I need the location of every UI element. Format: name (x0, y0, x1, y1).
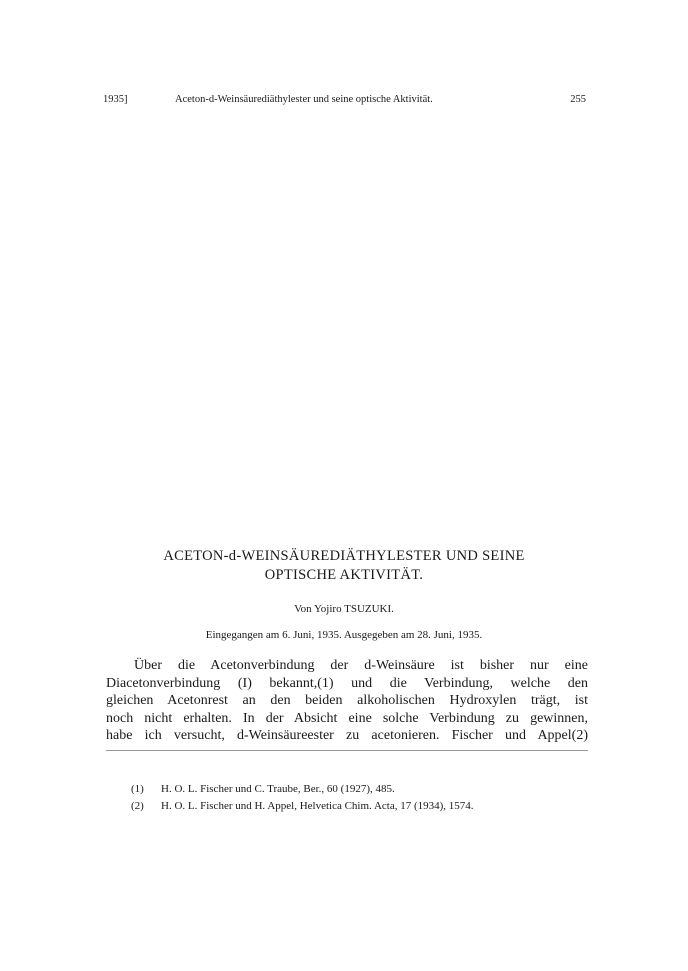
body-line: noch nicht erhalten. In der Absicht eine solche Verbindung zu gewinnen, (106, 710, 588, 726)
article-title (100, 547, 588, 585)
body-line: gleichen Acetonrest an den beiden alkoholischen Hydroxylen trägt, ist (106, 693, 588, 709)
running-head-year: 1935] (103, 94, 128, 105)
footnote-text: H. O. L. Fischer und C. Traube, Ber., 60 (1927), 485. (161, 783, 395, 795)
body-line: Diacetonverbindung (I) bekannt,(1) und die Verbindung, welche den (106, 675, 588, 691)
running-head-title: Aceton-d-Weinsäurediäthylester und seine optische Aktivität. (175, 94, 433, 105)
footnote-number: (2) (131, 800, 144, 812)
footnote-item (131, 798, 591, 815)
body-paragraph (106, 657, 588, 745)
author-line: Von Yojiro TSUZUKI. (294, 603, 394, 615)
article-title-line-2: OPTISCHE AKTIVITÄT. (264, 567, 424, 583)
footnote-number: (1) (131, 783, 144, 795)
body-line: Über die Acetonverbindung der d-Weinsäure ist bisher nur eine (134, 658, 588, 673)
article-title-line-1: ACETON-d-WEINSÄUREDIÄTHYLESTER UND SEINE (163, 548, 525, 564)
footnote-item (131, 781, 591, 798)
footnotes (131, 781, 591, 815)
footnote-text: H. O. L. Fischer und H. Appel, Helvetica Chim. Acta, 17 (1934), 1574. (161, 800, 474, 812)
body-line: habe ich versucht, d-Weinsäureester zu acetonieren. Fischer und Appel(2) (106, 728, 588, 744)
page-number: 255 (570, 94, 586, 105)
footnote-divider (106, 750, 588, 751)
received-date-line: Eingegangen am 6. Juni, 1935. Ausgegeben am 28. Juni, 1935. (205, 629, 483, 641)
